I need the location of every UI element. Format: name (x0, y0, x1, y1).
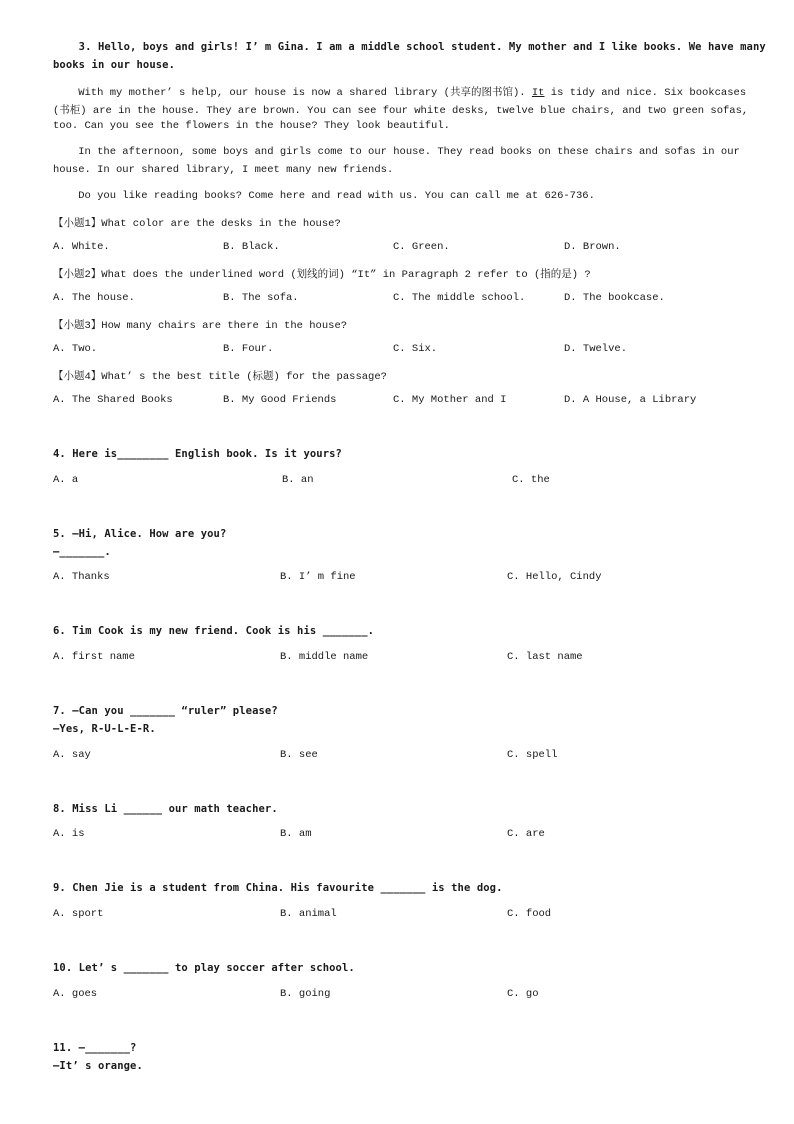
question-5-option-c[interactable]: C. Hello, Cindy (507, 571, 602, 583)
subquestion-2-option-d[interactable]: D. The bookcase. (564, 292, 665, 304)
question-4-stem: 4. Here is________ English book. Is it yours? (53, 448, 342, 460)
subquestion-1-option-b[interactable]: B. Black. (223, 241, 280, 253)
question-4-option-b[interactable]: B. an (282, 474, 314, 486)
passage-p2-text-b: is tidy and nice. Six bookcases (544, 87, 747, 99)
question-5-option-b[interactable]: B. I’ m fine (280, 571, 356, 583)
subquestion-1-option-a[interactable]: A. White. (53, 241, 110, 253)
subquestion-3-option-b[interactable]: B. Four. (223, 343, 274, 355)
subquestion-1-stem: 【小题1】What color are the desks in the house? (53, 218, 341, 230)
question-10-option-b[interactable]: B. going (280, 988, 331, 1000)
question-7-option-c[interactable]: C. spell (507, 749, 558, 761)
subquestion-3-option-c[interactable]: C. Six. (393, 343, 438, 355)
question-10-stem: 10. Let’ s _______ to play soccer after school. (53, 962, 355, 974)
subquestion-4-option-b[interactable]: B. My Good Friends (223, 394, 337, 406)
question-6-stem: 6. Tim Cook is my new friend. Cook is his _______. (53, 625, 375, 637)
subquestion-2-stem: 【小题2】What does the underlined word (划线的词) “It” in Paragraph 2 refer to (指的是) ? (53, 269, 591, 281)
question-5-stem-line-1: 5. —Hi, Alice. How are you? (53, 528, 227, 540)
subquestion-2-option-b[interactable]: B. The sofa. (223, 292, 299, 304)
subquestion-1-option-d[interactable]: D. Brown. (564, 241, 621, 253)
question-8-option-b[interactable]: B. am (280, 828, 312, 840)
passage-p3-line-1: In the afternoon, some boys and girls come to our house. They read books on these chairs and sofas in our (53, 146, 740, 158)
question-4-option-c[interactable]: C. the (512, 474, 550, 486)
subquestion-4-option-c[interactable]: C. My Mother and I (393, 394, 507, 406)
passage-p2-line-1 (53, 84, 746, 99)
underlined-word-it: It (531, 87, 545, 99)
subquestion-1-option-c[interactable]: C. Green. (393, 241, 450, 253)
question-6-option-c[interactable]: C. last name (507, 651, 583, 663)
question-7-option-b[interactable]: B. see (280, 749, 318, 761)
passage-p2-text-a: With my mother’ s help, our house is now a shared library (共享的图书馆). (53, 87, 532, 99)
question-9-stem: 9. Chen Jie is a student from China. His favourite _______ is the dog. (53, 882, 503, 894)
subquestion-3-stem: 【小题3】How many chairs are there in the house? (53, 320, 348, 332)
question-9-option-c[interactable]: C. food (507, 908, 552, 920)
question-7-stem-line-2: —Yes, R-U-L-E-R. (53, 723, 156, 735)
question-5-option-a[interactable]: A. Thanks (53, 571, 110, 583)
subquestion-3-option-a[interactable]: A. Two. (53, 343, 98, 355)
question-9-option-a[interactable]: A. sport (53, 908, 104, 920)
question-4-option-a[interactable]: A. a (53, 474, 79, 486)
subquestion-4-option-a[interactable]: A. The Shared Books (53, 394, 173, 406)
question-8-option-a[interactable]: A. is (53, 828, 85, 840)
passage-p2-line-3: too. Can you see the flowers in the house? They look beautiful. (53, 120, 450, 132)
question-7-option-a[interactable]: A. say (53, 749, 91, 761)
question-9-option-b[interactable]: B. animal (280, 908, 337, 920)
question-6-option-b[interactable]: B. middle name (280, 651, 369, 663)
question-11-stem-line-1: 11. —_______? (53, 1042, 137, 1054)
question-8-option-c[interactable]: C. are (507, 828, 545, 840)
question-7-stem-line-1: 7. —Can you _______ “ruler” please? (53, 705, 278, 717)
passage-p3-line-2: house. In our shared library, I meet many new friends. (53, 164, 394, 176)
question-11-stem-line-2: —It’ s orange. (53, 1060, 143, 1072)
subquestion-2-option-c[interactable]: C. The middle school. (393, 292, 526, 304)
subquestion-3-option-d[interactable]: D. Twelve. (564, 343, 628, 355)
passage-p2-line-2: (书柜) are in the house. They are brown. You can see four white desks, twelve blue chairs, and two green sofas, (53, 105, 749, 117)
passage-intro-line-2: books in our house. (53, 59, 176, 71)
question-5-stem-line-2: —_______. (53, 546, 111, 558)
subquestion-4-stem: 【小题4】What’ s the best title (标题) for the passage? (53, 371, 387, 383)
passage-p4-line-1: Do you like reading books? Come here and read with us. You can call me at 626-736. (53, 190, 595, 202)
question-8-stem: 8. Miss Li ______ our math teacher. (53, 803, 278, 815)
subquestion-4-option-d[interactable]: D. A House, a Library (564, 394, 697, 406)
subquestion-2-option-a[interactable]: A. The house. (53, 292, 135, 304)
passage-intro-line-1: 3. Hello, boys and girls! I’ m Gina. I am a middle school student. My mother and I like books. We have many (53, 41, 766, 53)
question-10-option-a[interactable]: A. goes (53, 988, 98, 1000)
question-6-option-a[interactable]: A. first name (53, 651, 135, 663)
question-10-option-c[interactable]: C. go (507, 988, 539, 1000)
